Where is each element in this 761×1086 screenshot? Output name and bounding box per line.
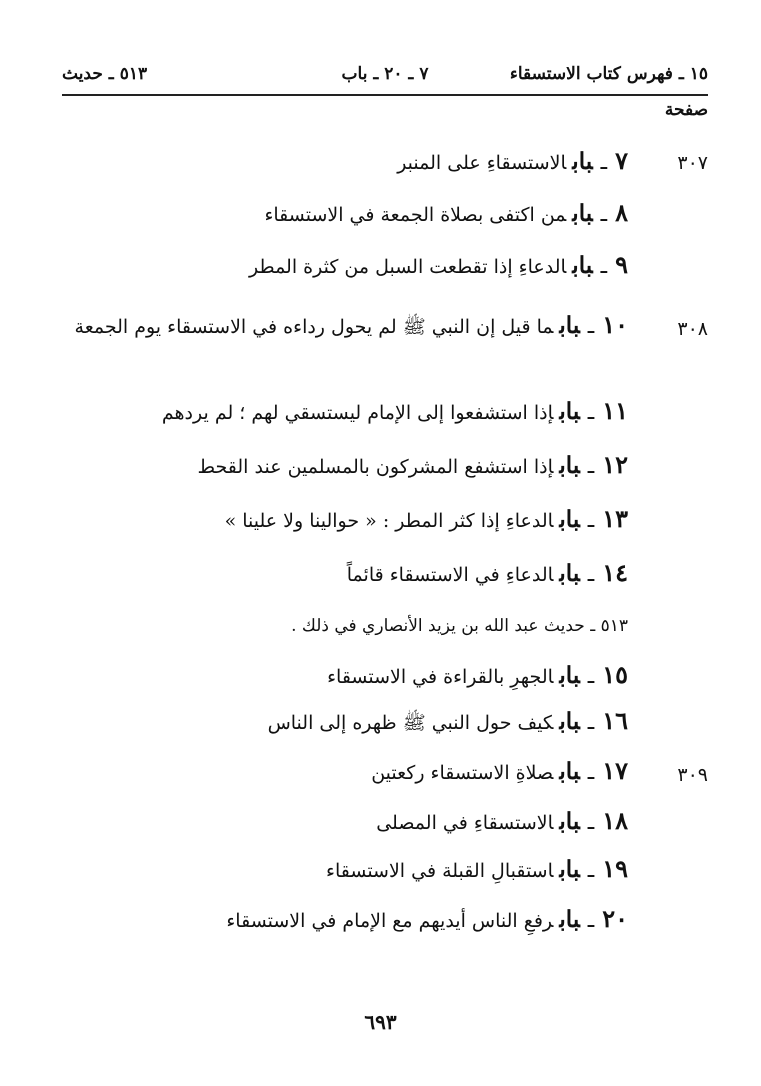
index-entry: ١٨ـبابالاستسقاءِ في المصلى <box>376 806 628 835</box>
hadith-entry: ٥١٣ ـ حديث عبد الله بن يزيد الأنصاري في ذلك . <box>291 616 628 636</box>
entry-number: ١٢ <box>602 450 628 479</box>
header-bab-range: ٧ ـ ٢٠ ـ باب <box>341 64 429 84</box>
entry-label: باب <box>559 906 580 933</box>
entry-title: الدعاءِ إذا كثر المطر : « حوالينا ولا علينا » <box>224 510 554 532</box>
entry-number: ٢٠ <box>602 904 628 933</box>
entry-number: ٨ <box>615 198 628 227</box>
entry-title: الجهرِ بالقراءة في الاستسقاء <box>327 666 554 688</box>
index-entry: ٢٠ـبابرفعِ الناس أيديهم مع الإمام في الاستسقاء <box>226 904 628 933</box>
entry-number: ١٨ <box>602 806 628 835</box>
header-hadith-range: ٥١٣ ـ حديث <box>62 64 148 84</box>
index-entry: ٨ـبابمن اكتفى بصلاة الجمعة في الاستسقاء <box>264 198 628 227</box>
entry-title: من اكتفى بصلاة الجمعة في الاستسقاء <box>264 204 567 226</box>
entry-label: باب <box>572 252 593 279</box>
index-entry: ٧ـبابالاستسقاءِ على المنبر <box>397 146 628 175</box>
index-entry: ١٦ـبابكيف حول النبي ﷺ ظهره إلى الناس <box>267 706 628 735</box>
entry-title: رفعِ الناس أيديهم مع الإمام في الاستسقاء <box>226 910 554 932</box>
entry-page: ٣٠٧ <box>677 152 708 174</box>
entry-label: باب <box>559 560 580 587</box>
index-entry: ٩ـبابالدعاءِ إذا تقطعت السبل من كثرة المطر <box>249 250 628 279</box>
page-number: ٦٩٣ <box>364 1010 397 1034</box>
entry-title: الاستسقاءِ في المصلى <box>376 812 554 834</box>
index-entry: ١٧ـبابصلاةِ الاستسقاء ركعتين <box>371 756 628 785</box>
entry-number: ٩ <box>615 250 628 279</box>
entry-number: ١١ <box>602 396 628 425</box>
entry-number: ١٠ <box>602 310 628 339</box>
index-entry: ١٣ـبابالدعاءِ إذا كثر المطر : « حوالينا ولا علينا » <box>224 504 628 533</box>
index-entry: ١٢ـبابإذا استشفع المشركون بالمسلمين عند القحط <box>197 450 628 479</box>
entry-label: باب <box>559 808 580 835</box>
entry-number: ١٥ <box>602 660 628 689</box>
entry-number: ١٩ <box>602 854 628 883</box>
entry-label: باب <box>559 662 580 689</box>
entry-label: باب <box>559 758 580 785</box>
entry-number: ٧ <box>615 146 628 175</box>
entry-label: باب <box>559 312 580 339</box>
entry-title: الدعاءِ في الاستسقاء قائماً <box>346 564 554 586</box>
index-entry: ١٩ـباباستقبالِ القبلة في الاستسقاء <box>326 854 628 883</box>
entry-label: باب <box>559 856 580 883</box>
entry-title: إذا استشفعوا إلى الإمام ليستسقي لهم ؛ لم يردهم <box>161 402 554 424</box>
entry-label: باب <box>559 452 580 479</box>
entry-title: ما قيل إن النبي ﷺ لم يحول رداءه في الاستسقاء يوم الجمعة <box>74 316 554 338</box>
entry-label: باب <box>559 506 580 533</box>
entry-number: ١٧ <box>602 756 628 785</box>
page-column-label: صفحة <box>664 100 708 120</box>
entry-number: ١٦ <box>602 706 628 735</box>
entry-title: استقبالِ القبلة في الاستسقاء <box>326 860 554 882</box>
entry-label: باب <box>572 148 593 175</box>
header-chapter-title: ١٥ ـ فهرس كتاب الاستسقاء <box>509 64 708 84</box>
entry-title: إذا استشفع المشركون بالمسلمين عند القحط <box>197 456 554 478</box>
entry-label: باب <box>559 708 580 735</box>
entry-number: ١٤ <box>602 558 628 587</box>
entry-title: كيف حول النبي ﷺ ظهره إلى الناس <box>267 712 554 734</box>
index-entry: ١٤ـبابالدعاءِ في الاستسقاء قائماً <box>346 558 628 587</box>
index-entry: ١٥ـبابالجهرِ بالقراءة في الاستسقاء <box>327 660 628 689</box>
entry-label: باب <box>559 398 580 425</box>
entry-page: ٣٠٩ <box>677 764 708 786</box>
entry-page: ٣٠٨ <box>677 318 708 340</box>
index-entry: ١٠ـبابما قيل إن النبي ﷺ لم يحول رداءه في الاستسقاء يوم الجمعة <box>74 310 628 339</box>
entry-title: الدعاءِ إذا تقطعت السبل من كثرة المطر <box>249 256 567 278</box>
entry-title: الاستسقاءِ على المنبر <box>397 152 567 174</box>
index-entry: ١١ـبابإذا استشفعوا إلى الإمام ليستسقي لهم ؛ لم يردهم <box>161 396 628 425</box>
entry-label: باب <box>572 200 593 227</box>
entry-number: ١٣ <box>602 504 628 533</box>
entry-title: صلاةِ الاستسقاء ركعتين <box>371 762 554 784</box>
